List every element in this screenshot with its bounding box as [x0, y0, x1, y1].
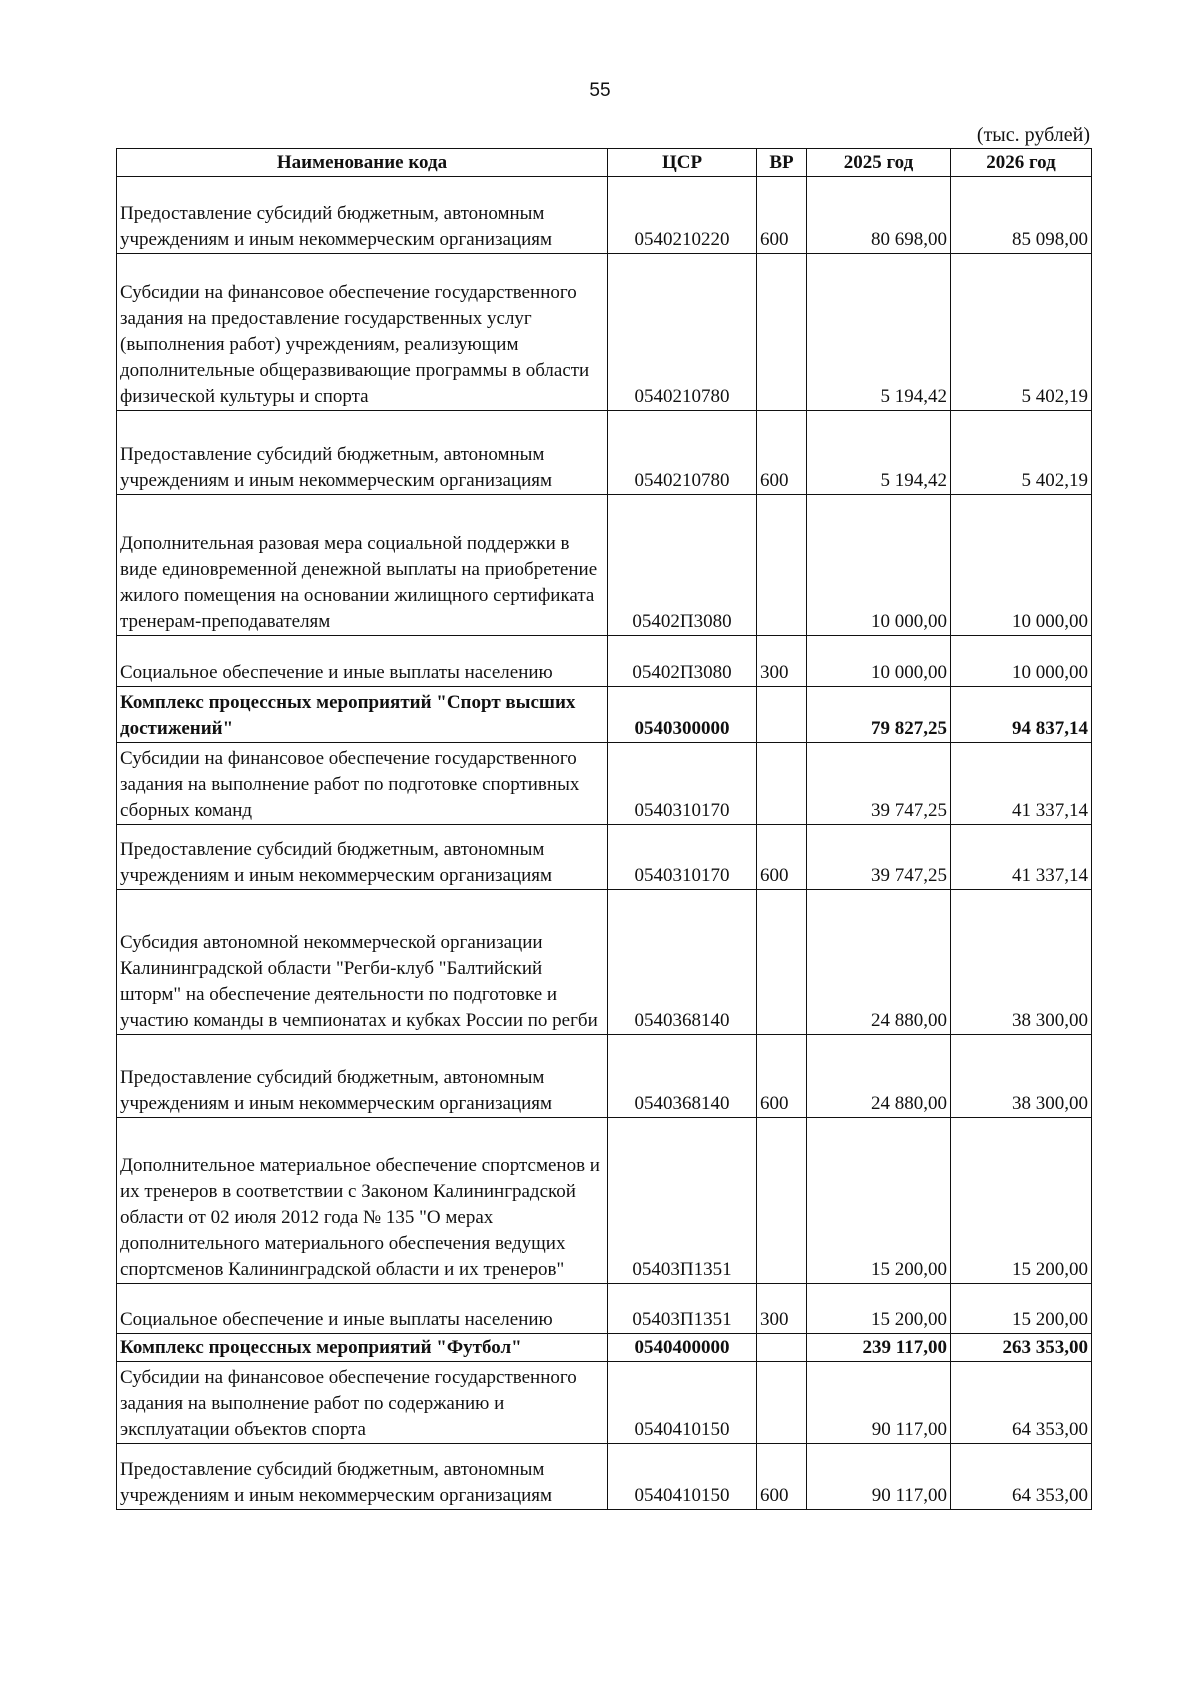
table-row — [117, 636, 1092, 687]
table-row-section — [117, 1334, 1092, 1362]
row-name: Субсидия автономной некоммерческой организации Калининградской области "Регби-клуб "Балтийский шторм" на обеспечение деятельности по подготовке и участию команды в чемпионатах и кубках России по регби — [117, 890, 608, 1035]
table-row — [117, 890, 1092, 1035]
row-2025: 15 200,00 — [807, 1118, 951, 1284]
row-csr: 05402П3080 — [608, 495, 757, 636]
row-name: Субсидии на финансовое обеспечение государственного задания на выполнение работ по содержанию и эксплуатации объектов спорта — [117, 1362, 608, 1444]
table-row — [117, 1118, 1092, 1284]
units-label: (тыс. рублей) — [976, 124, 1090, 146]
row-2026: 41 337,14 — [951, 743, 1092, 825]
row-csr: 0540310170 — [608, 743, 757, 825]
table-row — [117, 825, 1092, 890]
header-2025: 2025 год — [807, 149, 951, 177]
row-csr: 05403П1351 — [608, 1284, 757, 1334]
row-name: Социальное обеспечение и иные выплаты населению — [117, 1284, 608, 1334]
row-2025: 15 200,00 — [807, 1284, 951, 1334]
row-vr: 300 — [757, 1284, 807, 1334]
row-name: Дополнительная разовая мера социальной поддержки в виде единовременной денежной выплаты на приобретение жилого помещения на основании жилищного сертификата тренерам-преподавателям — [117, 495, 608, 636]
row-vr — [757, 687, 807, 743]
row-vr: 600 — [757, 411, 807, 495]
row-name: Предоставление субсидий бюджетным, автономным учреждениям и иным некоммерческим организациям — [117, 1035, 608, 1118]
row-2025: 24 880,00 — [807, 1035, 951, 1118]
row-2025: 10 000,00 — [807, 636, 951, 687]
table-row — [117, 1444, 1092, 1510]
row-csr: 0540410150 — [608, 1362, 757, 1444]
row-2025: 39 747,25 — [807, 825, 951, 890]
row-2025: 239 117,00 — [807, 1334, 951, 1362]
row-name: Дополнительное материальное обеспечение спортсменов и их тренеров в соответствии с Законом Калининградской области от 02 июля 2012 года № 135 "О мерах дополнительного материального обеспечения ведущих спортсменов Калининградской области и их тренеров" — [117, 1118, 608, 1284]
row-2026: 5 402,19 — [951, 254, 1092, 411]
budget-table — [116, 148, 1092, 1510]
row-name: Предоставление субсидий бюджетным, автономным учреждениям и иным некоммерческим организациям — [117, 825, 608, 890]
row-2026: 38 300,00 — [951, 890, 1092, 1035]
row-2025: 5 194,42 — [807, 411, 951, 495]
table-row — [117, 177, 1092, 254]
row-csr: 0540400000 — [608, 1334, 757, 1362]
table-row — [117, 1362, 1092, 1444]
row-vr — [757, 495, 807, 636]
row-2026: 41 337,14 — [951, 825, 1092, 890]
row-2025: 90 117,00 — [807, 1362, 951, 1444]
row-2026: 38 300,00 — [951, 1035, 1092, 1118]
page-number: 55 — [589, 80, 611, 101]
row-name: Комплекс процессных мероприятий "Футбол" — [117, 1334, 608, 1362]
row-csr: 05403П1351 — [608, 1118, 757, 1284]
row-2026: 15 200,00 — [951, 1284, 1092, 1334]
row-name: Субсидии на финансовое обеспечение государственного задания на предоставление государственных услуг (выполнения работ) учреждениям, реализующим дополнительные общеразвивающие программы в области физической культуры и спорта — [117, 254, 608, 411]
row-csr: 0540368140 — [608, 1035, 757, 1118]
row-vr — [757, 1334, 807, 1362]
row-vr — [757, 254, 807, 411]
row-2026: 15 200,00 — [951, 1118, 1092, 1284]
row-vr: 600 — [757, 825, 807, 890]
table-row — [117, 411, 1092, 495]
row-2026: 10 000,00 — [951, 495, 1092, 636]
row-csr: 05402П3080 — [608, 636, 757, 687]
table-row — [117, 1284, 1092, 1334]
row-vr — [757, 890, 807, 1035]
row-csr: 0540310170 — [608, 825, 757, 890]
row-2026: 5 402,19 — [951, 411, 1092, 495]
table-row — [117, 743, 1092, 825]
row-2025: 10 000,00 — [807, 495, 951, 636]
row-name: Социальное обеспечение и иные выплаты населению — [117, 636, 608, 687]
row-name: Предоставление субсидий бюджетным, автономным учреждениям и иным некоммерческим организациям — [117, 1444, 608, 1510]
table-row-section — [117, 687, 1092, 743]
row-2025: 5 194,42 — [807, 254, 951, 411]
row-2025: 79 827,25 — [807, 687, 951, 743]
row-csr: 0540410150 — [608, 1444, 757, 1510]
row-vr: 300 — [757, 636, 807, 687]
table-header-row — [117, 149, 1092, 177]
row-csr: 0540210220 — [608, 177, 757, 254]
row-2025: 39 747,25 — [807, 743, 951, 825]
row-csr: 0540210780 — [608, 411, 757, 495]
row-2026: 94 837,14 — [951, 687, 1092, 743]
row-2025: 24 880,00 — [807, 890, 951, 1035]
row-2026: 263 353,00 — [951, 1334, 1092, 1362]
header-2026: 2026 год — [951, 149, 1092, 177]
header-csr: ЦСР — [608, 149, 757, 177]
row-name: Комплекс процессных мероприятий "Спорт высших достижений" — [117, 687, 608, 743]
row-csr: 0540368140 — [608, 890, 757, 1035]
row-2025: 90 117,00 — [807, 1444, 951, 1510]
header-vr: ВР — [757, 149, 807, 177]
row-vr — [757, 743, 807, 825]
table-row — [117, 1035, 1092, 1118]
row-name: Предоставление субсидий бюджетным, автономным учреждениям и иным некоммерческим организациям — [117, 177, 608, 254]
row-vr: 600 — [757, 177, 807, 254]
row-2026: 64 353,00 — [951, 1362, 1092, 1444]
header-name: Наименование кода — [117, 149, 608, 177]
row-name: Предоставление субсидий бюджетным, автономным учреждениям и иным некоммерческим организациям — [117, 411, 608, 495]
table-row — [117, 495, 1092, 636]
row-vr: 600 — [757, 1035, 807, 1118]
row-csr: 0540210780 — [608, 254, 757, 411]
table-row — [117, 254, 1092, 411]
row-2026: 64 353,00 — [951, 1444, 1092, 1510]
row-vr — [757, 1362, 807, 1444]
row-vr — [757, 1118, 807, 1284]
row-2026: 10 000,00 — [951, 636, 1092, 687]
row-name: Субсидии на финансовое обеспечение государственного задания на выполнение работ по подготовке спортивных сборных команд — [117, 743, 608, 825]
row-2026: 85 098,00 — [951, 177, 1092, 254]
row-vr: 600 — [757, 1444, 807, 1510]
row-csr: 0540300000 — [608, 687, 757, 743]
row-2025: 80 698,00 — [807, 177, 951, 254]
